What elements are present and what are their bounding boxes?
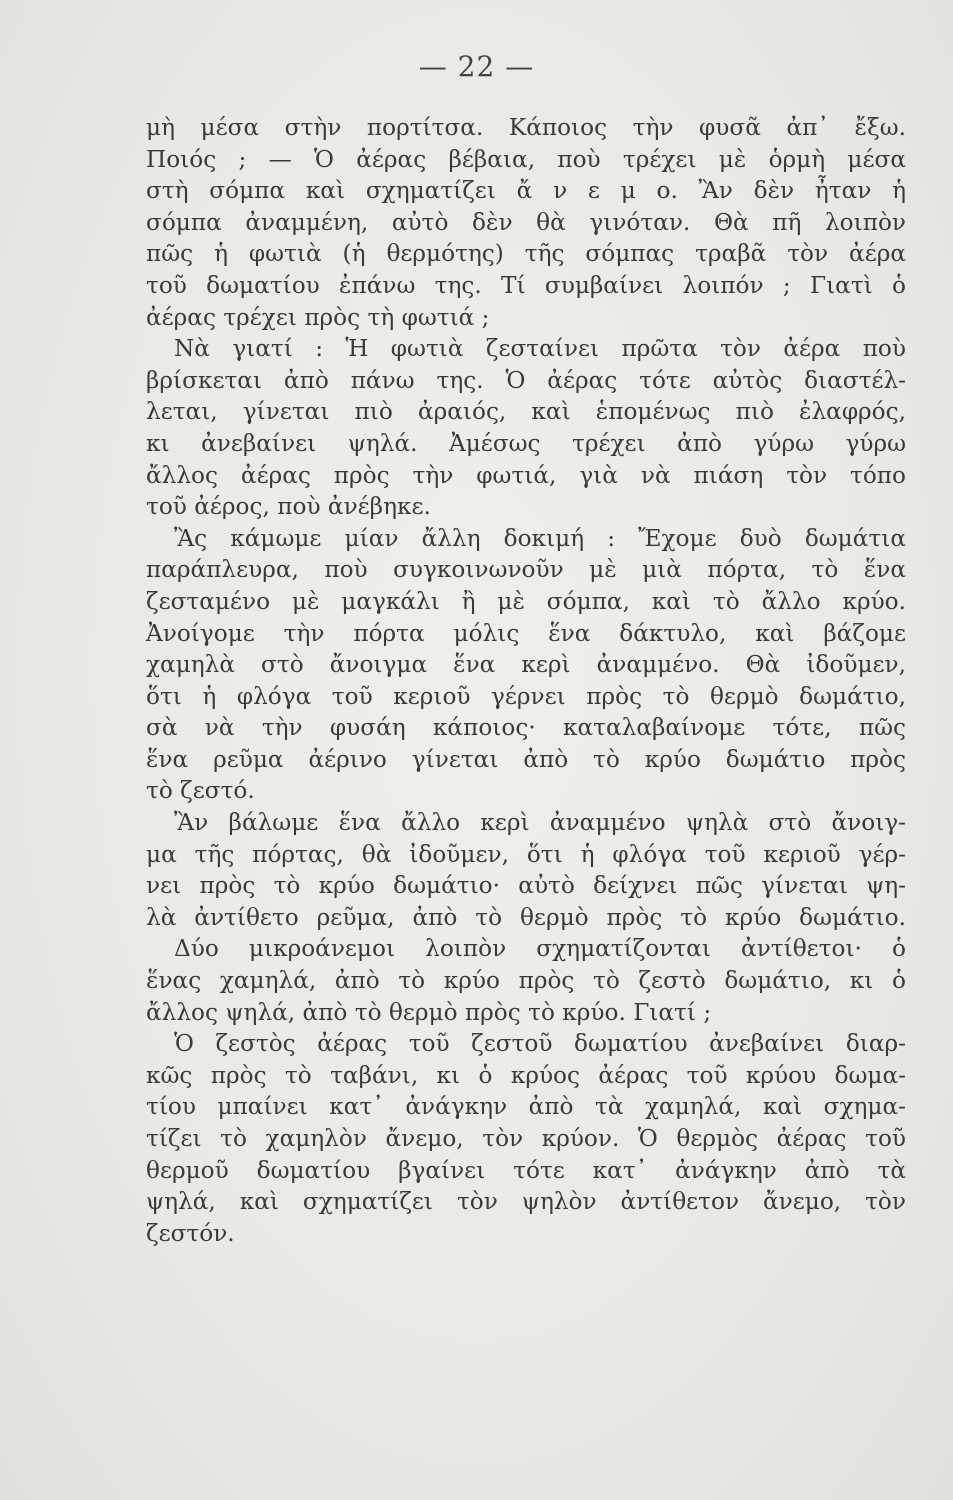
text-line: ἕνα ρεῦμα ἀέρινο γίνεται ἀπὸ τὸ κρύο δωμάτιο πρὸς <box>146 745 906 773</box>
text-line: τοῦ ἀέρος, ποὺ ἀνέβηκε. <box>146 493 431 521</box>
text-line: ὅτι ἡ φλόγα τοῦ κεριοῦ γέρνει πρὸς τὸ θερμὸ δωμάτιο, <box>146 682 906 710</box>
text-line: σὰ νὰ τὴν φυσάη κάποιος· καταλαβαίνομε τότε, πῶς <box>146 714 906 742</box>
text-line: στὴ σόμπα καὶ σχηματίζει ἄ ν ε μ ο. Ἂν δὲν ἦταν ἡ <box>146 177 906 205</box>
text-line: Δύο μικροάνεμοι λοιπὸν σχηματίζονται ἀντίθετοι· ὁ <box>174 935 906 963</box>
text-line: νει πρὸς τὸ κρύο δωμάτιο· αὐτὸ δείχνει πῶς γίνεται ψη- <box>146 872 906 900</box>
text-line: ψηλά, καὶ σχηματίζει τὸν ψηλὸν ἀντίθετον ἄνεμο, τὸν <box>146 1188 906 1216</box>
text-line: τίου μπαίνει κατ᾽ ἀνάγκην ἀπὸ τὰ χαμηλά, καὶ σχημα- <box>146 1093 906 1121</box>
text-line: ἕνας χαμηλά, ἀπὸ τὸ κρύο πρὸς τὸ ζεστὸ δωμάτιο, κι ὁ <box>146 967 906 995</box>
page-number: — 22 — <box>418 50 535 83</box>
text-line: ἀέρας τρέχει πρὸς τὴ φωτιά ; <box>146 303 490 331</box>
text-line: τοῦ δωματίου ἐπάνω της. Τί συμβαίνει λοιπόν ; Γιατὶ ὁ <box>146 271 906 299</box>
text-line: Ἂν βάλωμε ἕνα ἄλλο κερὶ ἀναμμένο ψηλὰ στὸ ἄνοιγ- <box>174 809 906 837</box>
body-text <box>146 112 906 1249</box>
text-line: σόμπα ἀναμμένη, αὐτὸ δὲν θὰ γινόταν. Θὰ πῆ λοιπὸν <box>146 208 906 236</box>
text-line: λεται, γίνεται πιὸ ἀραιός, καὶ ἑπομένως πιὸ ἐλαφρός, <box>146 398 906 426</box>
text-line: Ἂς κάμωμε μίαν ἄλλη δοκιμή : Ἔχομε δυὸ δωμάτια <box>174 524 906 552</box>
text-line: Νὰ γιατί : Ἡ φωτιὰ ζεσταίνει πρῶτα τὸν ἀέρα ποὺ <box>174 335 906 363</box>
text-line: ἄλλος ψηλά, ἀπὸ τὸ θερμὸ πρὸς τὸ κρύο. Γιατί ; <box>146 998 712 1026</box>
text-line: μα τῆς πόρτας, θὰ ἰδοῦμεν, ὅτι ἡ φλόγα τοῦ κεριοῦ γέρ- <box>146 840 906 868</box>
text-line: πῶς ἡ φωτιὰ (ἡ θερμότης) τῆς σόμπας τραβᾶ τὸν ἀέρα <box>146 240 906 268</box>
text-line: λὰ ἀντίθετο ρεῦμα, ἀπὸ τὸ θερμὸ πρὸς τὸ κρύο δωμάτιο. <box>146 903 906 931</box>
text-line: θερμοῦ δωματίου βγαίνει τότε κατ᾽ ἀνάγκην ἀπὸ τὰ <box>146 1156 906 1184</box>
text-line: Ποιός ; — Ὁ ἀέρας βέβαια, ποὺ τρέχει μὲ ὁρμὴ μέσα <box>146 145 906 173</box>
text-line: κι ἀνεβαίνει ψηλά. Ἀμέσως τρέχει ἀπὸ γύρω γύρω <box>146 429 906 457</box>
text-line: παράπλευρα, ποὺ συγκοινωνοῦν μὲ μιὰ πόρτα, τὸ ἕνα <box>146 556 906 584</box>
text-line: μὴ μέσα στὴν πορτίτσα. Κάποιος τὴν φυσᾶ ἀπ᾽ ἔξω. <box>146 114 906 141</box>
text-line: χαμηλὰ στὸ ἄνοιγμα ἕνα κερὶ ἀναμμένο. Θὰ ἰδοῦμεν, <box>146 651 906 679</box>
text-line: τίζει τὸ χαμηλὸν ἄνεμο, τὸν κρύον. Ὁ θερμὸς ἀέρας τοῦ <box>146 1125 906 1152</box>
text-line: ζεστόν. <box>146 1219 235 1247</box>
text-line: κῶς πρὸς τὸ ταβάνι, κι ὁ κρύος ἀέρας τοῦ κρύου δωμα- <box>146 1061 906 1089</box>
text-line: τὸ ζεστό. <box>146 777 255 805</box>
text-line: Ἀνοίγομε τὴν πόρτα μόλις ἕνα δάκτυλο, καὶ βάζομε <box>146 619 906 647</box>
text-line: βρίσκεται ἀπὸ πάνω της. Ὁ ἀέρας τότε αὐτὸς διαστέλ- <box>146 366 906 394</box>
text-line: Ὁ ζεστὸς ἀέρας τοῦ ζεστοῦ δωματίου ἀνεβαίνει διαρ- <box>174 1030 906 1058</box>
text-line: ἄλλος ἀέρας πρὸς τὴν φωτιά, γιὰ νὰ πιάση τὸν τόπο <box>146 461 906 489</box>
text-line: ζεσταμένο μὲ μαγκάλι ἢ μὲ σόμπα, καὶ τὸ ἄλλο κρύο. <box>146 587 906 615</box>
